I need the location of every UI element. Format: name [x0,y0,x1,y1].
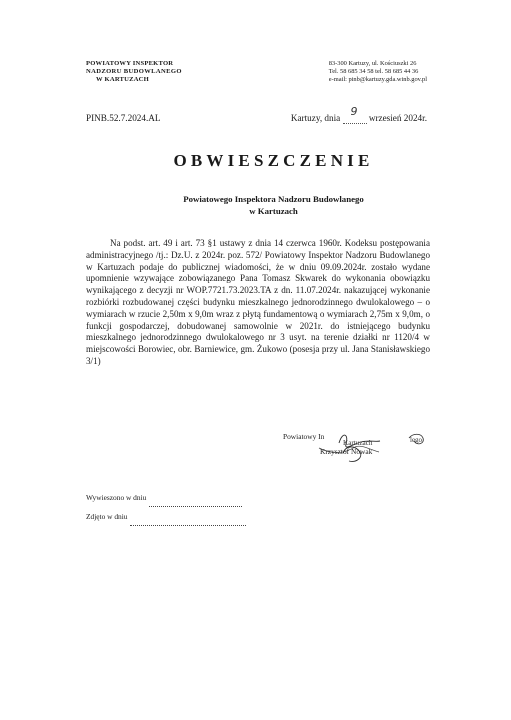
letterhead [86,60,427,96]
office-line-3: W KARTUZACH [96,76,149,84]
office-phone: Tel. 58 685 34 58 tel. 58 685 44 36 [328,68,419,76]
office-line-1: POWIATOWY INSPEKTOR [86,60,174,67]
date-day: 9 [350,105,358,118]
signature-block [283,432,463,482]
office-contact [329,60,427,85]
document-title: OBWIESZCZENIE [173,151,374,170]
office-line-2: NADZORU BUDOWLANEGO [86,68,182,76]
document-subtitle [0,194,511,217]
document-date [290,105,427,124]
svg-text:Kartuzach: Kartuzach [343,439,373,447]
office-address: 83-300 Kartuzy, ul. Kościuszki 26 [328,60,417,67]
removed-date-field [130,517,246,526]
subtitle-line-2: w Kartuzach [249,205,298,216]
removed-row [86,507,246,526]
date-day-field [343,105,367,124]
posting-notes [86,488,246,526]
posted-label: Wywieszono w dniu [86,493,147,502]
office-name [86,60,182,85]
removed-label: Zdjęto w dniu [86,512,128,521]
signature-title: Powiatowy In [283,432,325,441]
signature-name: Krzysztof Nowak [320,447,373,456]
subtitle-line-1: Powiatowego Inspektora Nadzoru Budowlanego [183,194,364,204]
svg-text:lego: lego [410,436,423,444]
case-reference: PINB.52.7.2024.AL [86,113,161,123]
posted-row [86,488,246,507]
date-prefix: Kartuzy, dnia [290,113,341,123]
date-suffix: wrzesień 2024r. [368,113,427,123]
office-email: e-mail: pinb@kartuzy.gda.winb.gov.pl [328,76,427,84]
posted-date-field [149,498,242,507]
announcement-body: Na podst. art. 49 i art. 73 §1 ustawy z dnia 14 czerwca 1960r. Kodeksu postępowania administracyjnego /tj.: Dz.U. z 2024r. poz. 572/ Powiatowy Inspektor Nadzoru Budowlanego w Kartuzach podaje do publicznej wiadomości, że w dniu 09.09.2024r. zostało wydane upomnienie wzywające zobowiązanego Pana Tomasz Skwarek do wykonania obowiązku wynikającego z decyzji nr WOP.7721.73.2023.TA z dn. 11.07.2024r. nakazującej wykonanie rozbiórki rozbudowanej części budynku mieszkalnego jednorodzinnego dwulokalowego – o wymiarach w rzucie 2,50m x 9,0m wraz z płytą fundamentową o wymiarach 2,75m x 9,0m, o funkcji gospodarczej, dobudowanej samowolnie w 2021r. do istniejącego budynku mieszkalnego jednorodzinnego dwulokalowego nr 3 usyt. na terenie działki nr 1120/4 w miejscowości Borowiec, obr. Barniewice, gm. Żukowo (posesja przy ul. Jana Stanisławskiego 3/1) [86,238,430,366]
